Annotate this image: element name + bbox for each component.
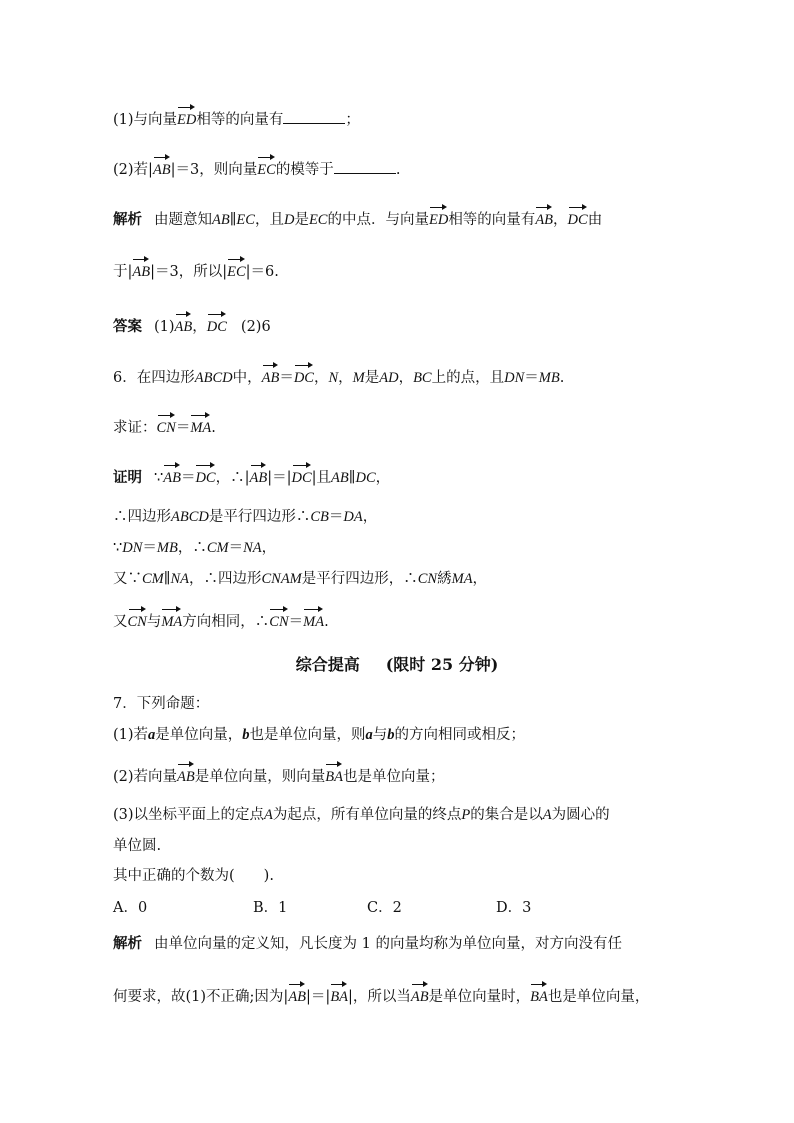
option-d[interactable]: D．3 [496, 900, 532, 916]
vector-CN: CN [157, 416, 176, 438]
text: . [324, 614, 329, 630]
text: (1)若 [113, 727, 149, 743]
text: 也是单位向量，则 [249, 727, 366, 743]
vector-AB: AB [535, 208, 553, 230]
text: 求证： [113, 420, 157, 436]
text: 7．下列命题： [113, 696, 210, 712]
text: 与 [146, 614, 162, 630]
vector-AB: AB [411, 985, 429, 1007]
q6-proof-line2 [113, 507, 693, 529]
vector-AB: AB [153, 158, 171, 180]
text: ＝ [142, 540, 157, 556]
math: AD [379, 370, 399, 386]
math: ABCD [171, 509, 209, 525]
text: (2)若向量 [113, 769, 178, 785]
vector-AB: AB [288, 985, 306, 1007]
math: CM [142, 571, 164, 587]
text: ， [261, 540, 277, 556]
math: CNAM [261, 571, 302, 587]
text: ∵ [113, 540, 123, 556]
text: ＝ [279, 370, 294, 386]
text: . [559, 370, 565, 386]
q5-part2 [113, 158, 693, 180]
text: ∥ [348, 470, 356, 486]
math: D [283, 212, 295, 228]
q6-prove [113, 416, 693, 438]
q7-proposition-3 [113, 805, 693, 827]
q6-proof-line4 [113, 569, 693, 591]
text: |，所以当 [348, 989, 411, 1005]
analysis-label: 解析 [113, 935, 142, 952]
text: ， [362, 509, 378, 525]
text: 为圆心的 [551, 807, 610, 823]
text: ，∴ [177, 540, 207, 556]
q6-proof-line1 [113, 466, 693, 488]
text: |＝| [267, 470, 292, 486]
text: 的方向相同或相反； [394, 727, 526, 743]
text: ， [338, 370, 353, 386]
vector-MA: MA [190, 416, 211, 438]
vector-DC: DC [195, 466, 215, 488]
vector-AB: AB [132, 260, 150, 282]
vector-CN: CN [269, 610, 288, 632]
option-a[interactable]: A．0 [113, 900, 148, 916]
q6-proof-line5 [113, 610, 693, 632]
q7-proposition-3-cont [113, 836, 693, 858]
text: ＝ [524, 370, 539, 386]
section-heading [0, 654, 794, 676]
text: 中， [232, 370, 262, 386]
q7-question [113, 866, 693, 888]
text: (1) [154, 319, 175, 335]
vector-AB: AB [175, 315, 193, 337]
vector-ED: ED [177, 108, 196, 130]
text: 綉 [437, 571, 452, 587]
text: ＝ [180, 470, 196, 486]
text: |＝6. [245, 264, 279, 280]
text: 由题意知 [154, 212, 212, 228]
text: ，且 [254, 212, 284, 228]
text: ， [472, 571, 488, 587]
text: 与 [372, 727, 388, 743]
vector-AB: AB [250, 466, 268, 488]
vector-AB: AB [163, 466, 181, 488]
text: 是 [364, 370, 380, 386]
math: DC [355, 470, 376, 486]
text: 的集合是以 [470, 807, 543, 823]
text: ， [313, 370, 329, 386]
text: 单位圆. [113, 838, 162, 854]
math: MB [156, 540, 178, 556]
math: NA [170, 571, 189, 587]
vector-DC: DC [568, 208, 588, 230]
text: 是单位向量时， [428, 989, 531, 1005]
answer-blank [334, 159, 396, 174]
q5-part1 [113, 108, 693, 130]
vector-AB: AB [177, 765, 195, 787]
text: ＝ [175, 420, 191, 436]
text: 又 [113, 614, 128, 630]
q7-proposition-1 [113, 725, 693, 747]
math: b [242, 727, 250, 743]
vector-BA: BA [330, 985, 348, 1007]
text: ∴四边形 [113, 509, 171, 525]
text: 方向相同，∴ [182, 614, 270, 630]
text: (1)与向量 [113, 112, 178, 128]
q7-proposition-2 [113, 765, 693, 787]
proof-label: 证明 [113, 469, 142, 486]
text: |＝| [306, 989, 331, 1005]
text: 6．在四边形 [113, 370, 195, 386]
math: DN [122, 540, 143, 556]
math: A [542, 807, 552, 823]
vector-AB: AB [262, 366, 280, 388]
math: AB [331, 470, 349, 486]
text: 何要求，故(1)不正确;因为| [113, 989, 289, 1005]
text: 由单位向量的定义知，凡长度为 1 的向量均称为单位向量，对方向没有任 [154, 936, 622, 952]
vector-BA: BA [530, 985, 548, 1007]
text: ∥ [229, 212, 237, 228]
vector-ED: ED [429, 208, 448, 230]
math: DA [343, 509, 363, 525]
text: 也是单位向量， [547, 989, 650, 1005]
analysis-label: 解析 [113, 211, 142, 228]
vector-DC: DC [207, 315, 227, 337]
q5-analysis-line2 [113, 260, 693, 282]
vector-MA: MA [303, 610, 324, 632]
math: P [461, 807, 471, 823]
text: |＝3，所以| [150, 264, 228, 280]
answer-label: 答案 [113, 318, 142, 335]
vector-MA: MA [161, 610, 182, 632]
math: A [264, 807, 273, 823]
q7-stem [113, 694, 693, 716]
math: ABCD [194, 370, 233, 386]
text: 是平行四边形∴ [208, 509, 311, 525]
text: 是平行四边形，∴ [301, 571, 418, 587]
text: ∵ [154, 470, 164, 486]
math: MB [538, 370, 560, 386]
math: BC [413, 370, 432, 386]
text: ， [553, 212, 568, 228]
math: DN [504, 370, 525, 386]
text: . [211, 420, 216, 436]
vector-DC: DC [292, 466, 312, 488]
text: ∥ [163, 571, 171, 587]
q7-analysis-line2 [113, 985, 693, 1007]
text: (2)6 [240, 319, 271, 335]
option-c[interactable]: C．2 [367, 900, 402, 916]
text: 为起点，所有单位向量的终点 [272, 807, 462, 823]
vector-EC: EC [257, 158, 276, 180]
text: 又∵ [113, 571, 142, 587]
section-subtitle: (限时 25 分钟) [385, 655, 499, 674]
text: (2)若| [113, 162, 153, 178]
text: 也是单位向量； [342, 769, 445, 785]
text: |＝3，则向量 [170, 162, 258, 178]
math: CB [310, 509, 329, 525]
text: 是单位向量， [155, 727, 243, 743]
text: 相等的向量有 [448, 212, 536, 228]
vector-BA: BA [325, 765, 343, 787]
text: ＝ [328, 509, 344, 525]
text: 是 [294, 212, 309, 228]
text: 的中点．与向量 [327, 212, 429, 228]
text: ， [375, 470, 391, 486]
math: EC [308, 212, 328, 228]
math: M [352, 370, 365, 386]
math: MA [451, 571, 473, 587]
text: ，∴四边形 [188, 571, 262, 587]
text: 于| [113, 264, 133, 280]
text: (3)以坐标平面上的定点 [113, 807, 265, 823]
q7-options [113, 898, 693, 920]
math: CN [417, 571, 438, 587]
q6-proof-line3 [113, 538, 693, 560]
text: 的模等于 [275, 162, 334, 178]
math: a [148, 727, 156, 743]
math: EC [236, 212, 255, 228]
math: N [328, 370, 339, 386]
text: ＝ [288, 614, 304, 630]
answer-blank [283, 109, 345, 124]
text: ， [192, 319, 207, 335]
text: |且 [311, 470, 332, 486]
math: AB [212, 212, 230, 228]
text: 由 [587, 212, 603, 228]
math: a [365, 727, 373, 743]
vector-DC: DC [294, 366, 314, 388]
text: 其中正确的个数为( ). [113, 868, 274, 884]
text: . [395, 162, 401, 178]
text: ＝ [228, 540, 244, 556]
text: ， [398, 370, 414, 386]
text: ，∴| [215, 470, 250, 486]
text: ； [345, 112, 360, 128]
option-b[interactable]: B．1 [253, 900, 288, 916]
q7-analysis-line1 [113, 934, 693, 956]
q6-stem [113, 366, 693, 388]
math: b [387, 727, 395, 743]
math: NA [243, 540, 262, 556]
vector-CN: CN [128, 610, 147, 632]
q5-answer [113, 315, 693, 337]
text: 是单位向量，则向量 [194, 769, 326, 785]
section-title: 综合提高 [295, 655, 360, 674]
text: 上的点，且 [431, 370, 505, 386]
text: 相等的向量有 [196, 112, 284, 128]
q5-analysis-line1 [113, 208, 693, 230]
math: CM [206, 540, 229, 556]
vector-EC: EC [227, 260, 246, 282]
